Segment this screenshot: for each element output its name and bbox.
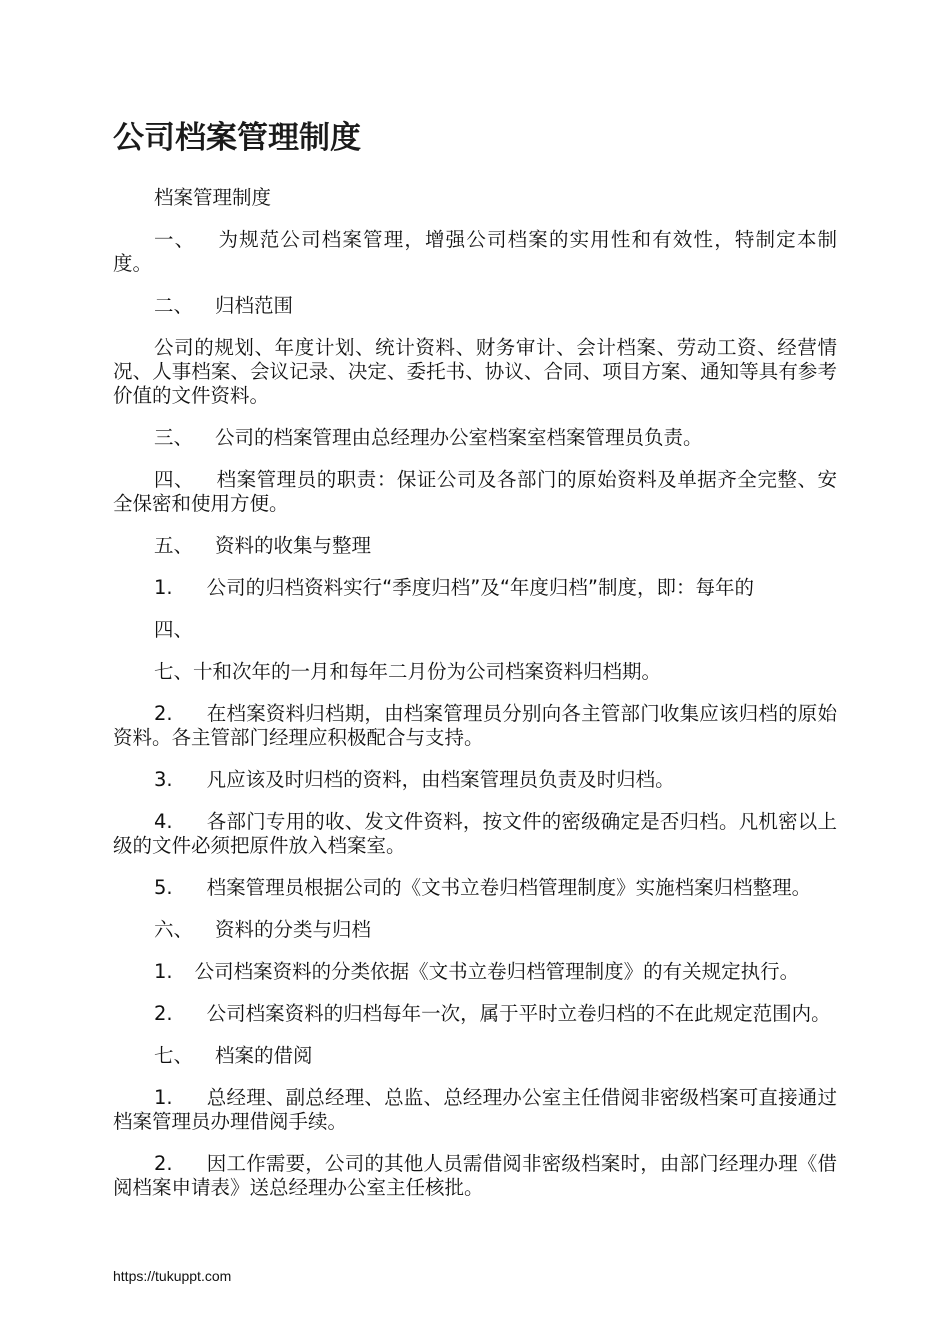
paragraph <box>113 660 837 684</box>
paragraph-text: 归档范围 <box>215 294 294 317</box>
paragraph <box>113 1086 837 1134</box>
paragraph <box>113 1002 837 1026</box>
paragraph <box>113 426 837 450</box>
paragraph-text: 资料的收集与整理 <box>215 534 372 557</box>
paragraph-text: 档案的借阅 <box>215 1044 313 1067</box>
paragraph-text: 公司的归档资料实行“季度归档”及“年度归档”制度，即：每年的 <box>206 576 755 599</box>
paragraph-text: 因工作需要，公司的其他人员需借阅非密级档案时，由部门经理办理《借阅档案申请表》送总经理办公室主任核批。 <box>113 1152 837 1199</box>
paragraph-marker: 2. <box>154 702 173 725</box>
paragraph-marker: 二、 <box>154 294 194 317</box>
paragraph-marker: 一、 <box>154 228 196 251</box>
paragraph-marker: 2. <box>154 1002 173 1025</box>
paragraph <box>113 1044 837 1068</box>
paragraph-text: 七、十和次年的一月和每年二月份为公司档案资料归档期。 <box>154 660 662 683</box>
paragraph-text: 资料的分类与归档 <box>215 918 372 941</box>
paragraph-marker: 四、 <box>154 468 195 491</box>
paragraph-marker: 4. <box>154 810 173 833</box>
page-title: 公司档案管理制度 <box>113 120 361 156</box>
paragraph-text: 档案管理制度 <box>154 186 272 209</box>
paragraph-text: 公司的档案管理由总经理办公室档案室档案管理员负责。 <box>215 426 703 449</box>
paragraph <box>113 1152 837 1200</box>
document-body <box>113 186 837 1218</box>
paragraph-marker: 1. <box>154 960 173 983</box>
paragraph-text: 凡应该及时归档的资料，由档案管理员负责及时归档。 <box>206 768 675 791</box>
paragraph <box>113 186 837 210</box>
paragraph-text: 公司档案资料的归档每年一次，属于平时立卷归档的不在此规定范围内。 <box>206 1002 831 1025</box>
paragraph-text: 公司档案资料的分类依据《文书立卷归档管理制度》的有关规定执行。 <box>194 960 800 983</box>
paragraph <box>113 702 837 750</box>
paragraph-text: 四、 <box>154 618 194 641</box>
paragraph <box>113 768 837 792</box>
paragraph-text: 在档案资料归档期，由档案管理员分别向各主管部门收集应该归档的原始资料。各主管部门经理应积极配合与支持。 <box>113 702 837 749</box>
paragraph <box>113 294 837 318</box>
paragraph-marker: 2. <box>154 1152 173 1175</box>
paragraph-text: 各部门专用的收、发文件资料，按文件的密级确定是否归档。凡机密以上级的文件必须把原件放入档案室。 <box>113 810 837 857</box>
paragraph <box>113 534 837 558</box>
paragraph <box>113 918 837 942</box>
paragraph-text: 总经理、副总经理、总监、总经理办公室主任借阅非密级档案可直接通过档案管理员办理借阅手续。 <box>113 1086 837 1133</box>
paragraph-text: 为规范公司档案管理，增强公司档案的实用性和有效性，特制定本制度。 <box>113 228 837 275</box>
paragraph <box>113 876 837 900</box>
paragraph-marker: 1. <box>154 576 173 599</box>
paragraph-text: 档案管理员的职责：保证公司及各部门的原始资料及单据齐全完整、安全保密和使用方便。 <box>113 468 837 515</box>
paragraph <box>113 576 837 600</box>
paragraph <box>113 468 837 516</box>
paragraph-marker: 六、 <box>154 918 194 941</box>
paragraph <box>113 810 837 858</box>
paragraph-text: 公司的规划、年度计划、统计资料、财务审计、会计档案、劳动工资、经营情况、人事档案、会议记录、决定、委托书、协议、合同、项目方案、通知等具有参考价值的文件资料。 <box>113 336 837 407</box>
footer-url: https://tukuppt.com <box>113 1268 232 1284</box>
paragraph-marker: 3. <box>154 768 173 791</box>
paragraph <box>113 336 837 408</box>
paragraph <box>113 960 837 984</box>
paragraph <box>113 618 837 642</box>
paragraph-marker: 三、 <box>154 426 194 449</box>
paragraph-marker: 五、 <box>154 534 194 557</box>
paragraph-marker: 七、 <box>154 1044 194 1067</box>
paragraph <box>113 228 837 276</box>
paragraph-marker: 1. <box>154 1086 173 1109</box>
paragraph-text: 档案管理员根据公司的《文书立卷归档管理制度》实施档案归档整理。 <box>206 876 812 899</box>
paragraph-marker: 5. <box>154 876 173 899</box>
